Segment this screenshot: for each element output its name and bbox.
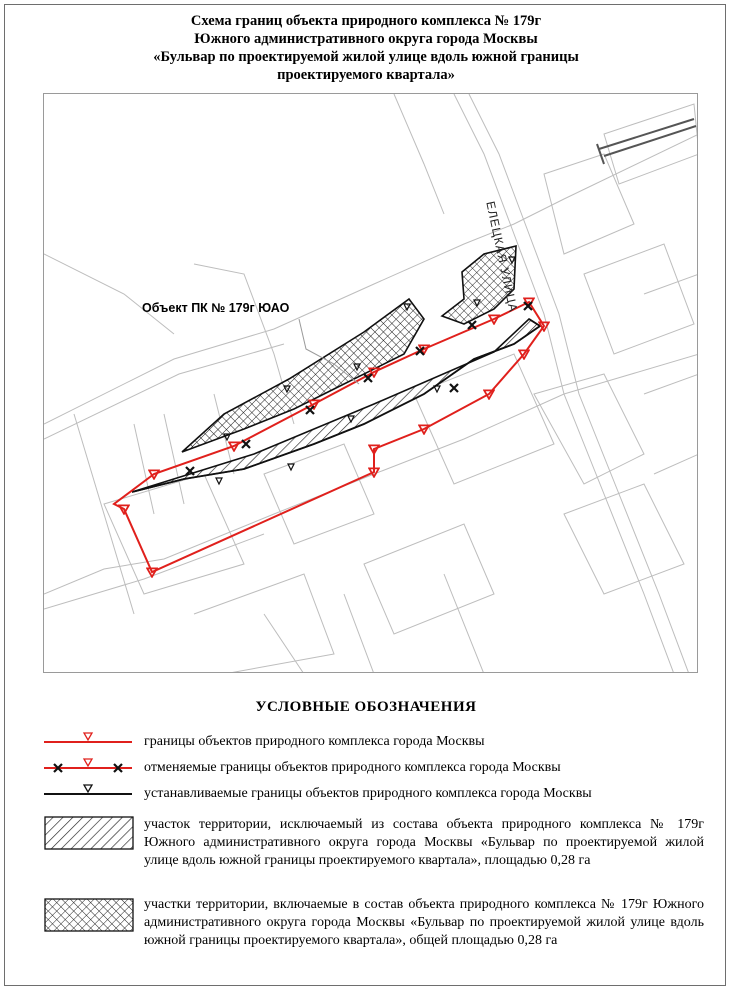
legend-item-excluded — [44, 816, 704, 888]
legend-text-1: границы объектов природного комплекса города Москвы — [144, 734, 485, 749]
legend-text-5: участки территории, включаемые в состав объекта природного комплекса № 179г Южного административного округа города Москвы «Бульвар по проектируемой жилой улице вдоль южной границы проектируемого квартала», общей площадью 0,28 га — [144, 897, 704, 948]
established-boundary — [132, 319, 540, 492]
diagonal-hatch-icon — [44, 816, 136, 852]
black-established-line-icon — [44, 784, 134, 804]
crosshatch-icon — [44, 898, 136, 934]
legend-heading: УСЛОВНЫЕ ОБОЗНАЧЕНИЯ — [255, 699, 477, 715]
legend-item-established — [44, 784, 704, 804]
legend-item-included — [44, 896, 704, 968]
object-label: Объект ПК № 179г ЮАО — [142, 301, 290, 315]
legend-text-3: устанавливаемые границы объектов природного комплекса города Москвы — [144, 786, 592, 801]
red-boundary-line-icon — [44, 732, 134, 752]
legend-item-cancelled — [44, 758, 704, 778]
title-line-2: Южного административного округа города Москвы — [194, 31, 538, 47]
legend-item-boundary — [44, 732, 704, 752]
street-label: ЕЛЕЦКАЯ УЛИЦА — [483, 200, 521, 314]
excluded-area — [132, 319, 540, 492]
red-cancelled-line-icon — [44, 758, 134, 778]
legend-text-4: участок территории, исключаемый из состава объекта природного комплекса № 179г Южного административного округа города Москвы «Бульвар по проектируемой жилой улице вдоль южной границы проектируемого квартала», площадью 0,28 га — [144, 817, 704, 868]
map-title — [40, 12, 692, 84]
basemap — [44, 94, 698, 673]
map-canvas — [44, 94, 698, 673]
legend-text-2: отменяемые границы объектов природного комплекса города Москвы — [144, 760, 561, 775]
cancelled-markers — [186, 302, 532, 475]
title-line-3: «Бульвар по проектируемой жилой улице вдоль южной границы — [153, 49, 579, 65]
basemap-dark-strip — [597, 119, 696, 164]
map-panel — [43, 93, 698, 673]
title-line-4: проектируемого квартала» — [277, 67, 455, 83]
included-area-west — [182, 299, 424, 452]
title-line-1: Схема границ объекта природного комплекса № 179г — [190, 13, 542, 29]
